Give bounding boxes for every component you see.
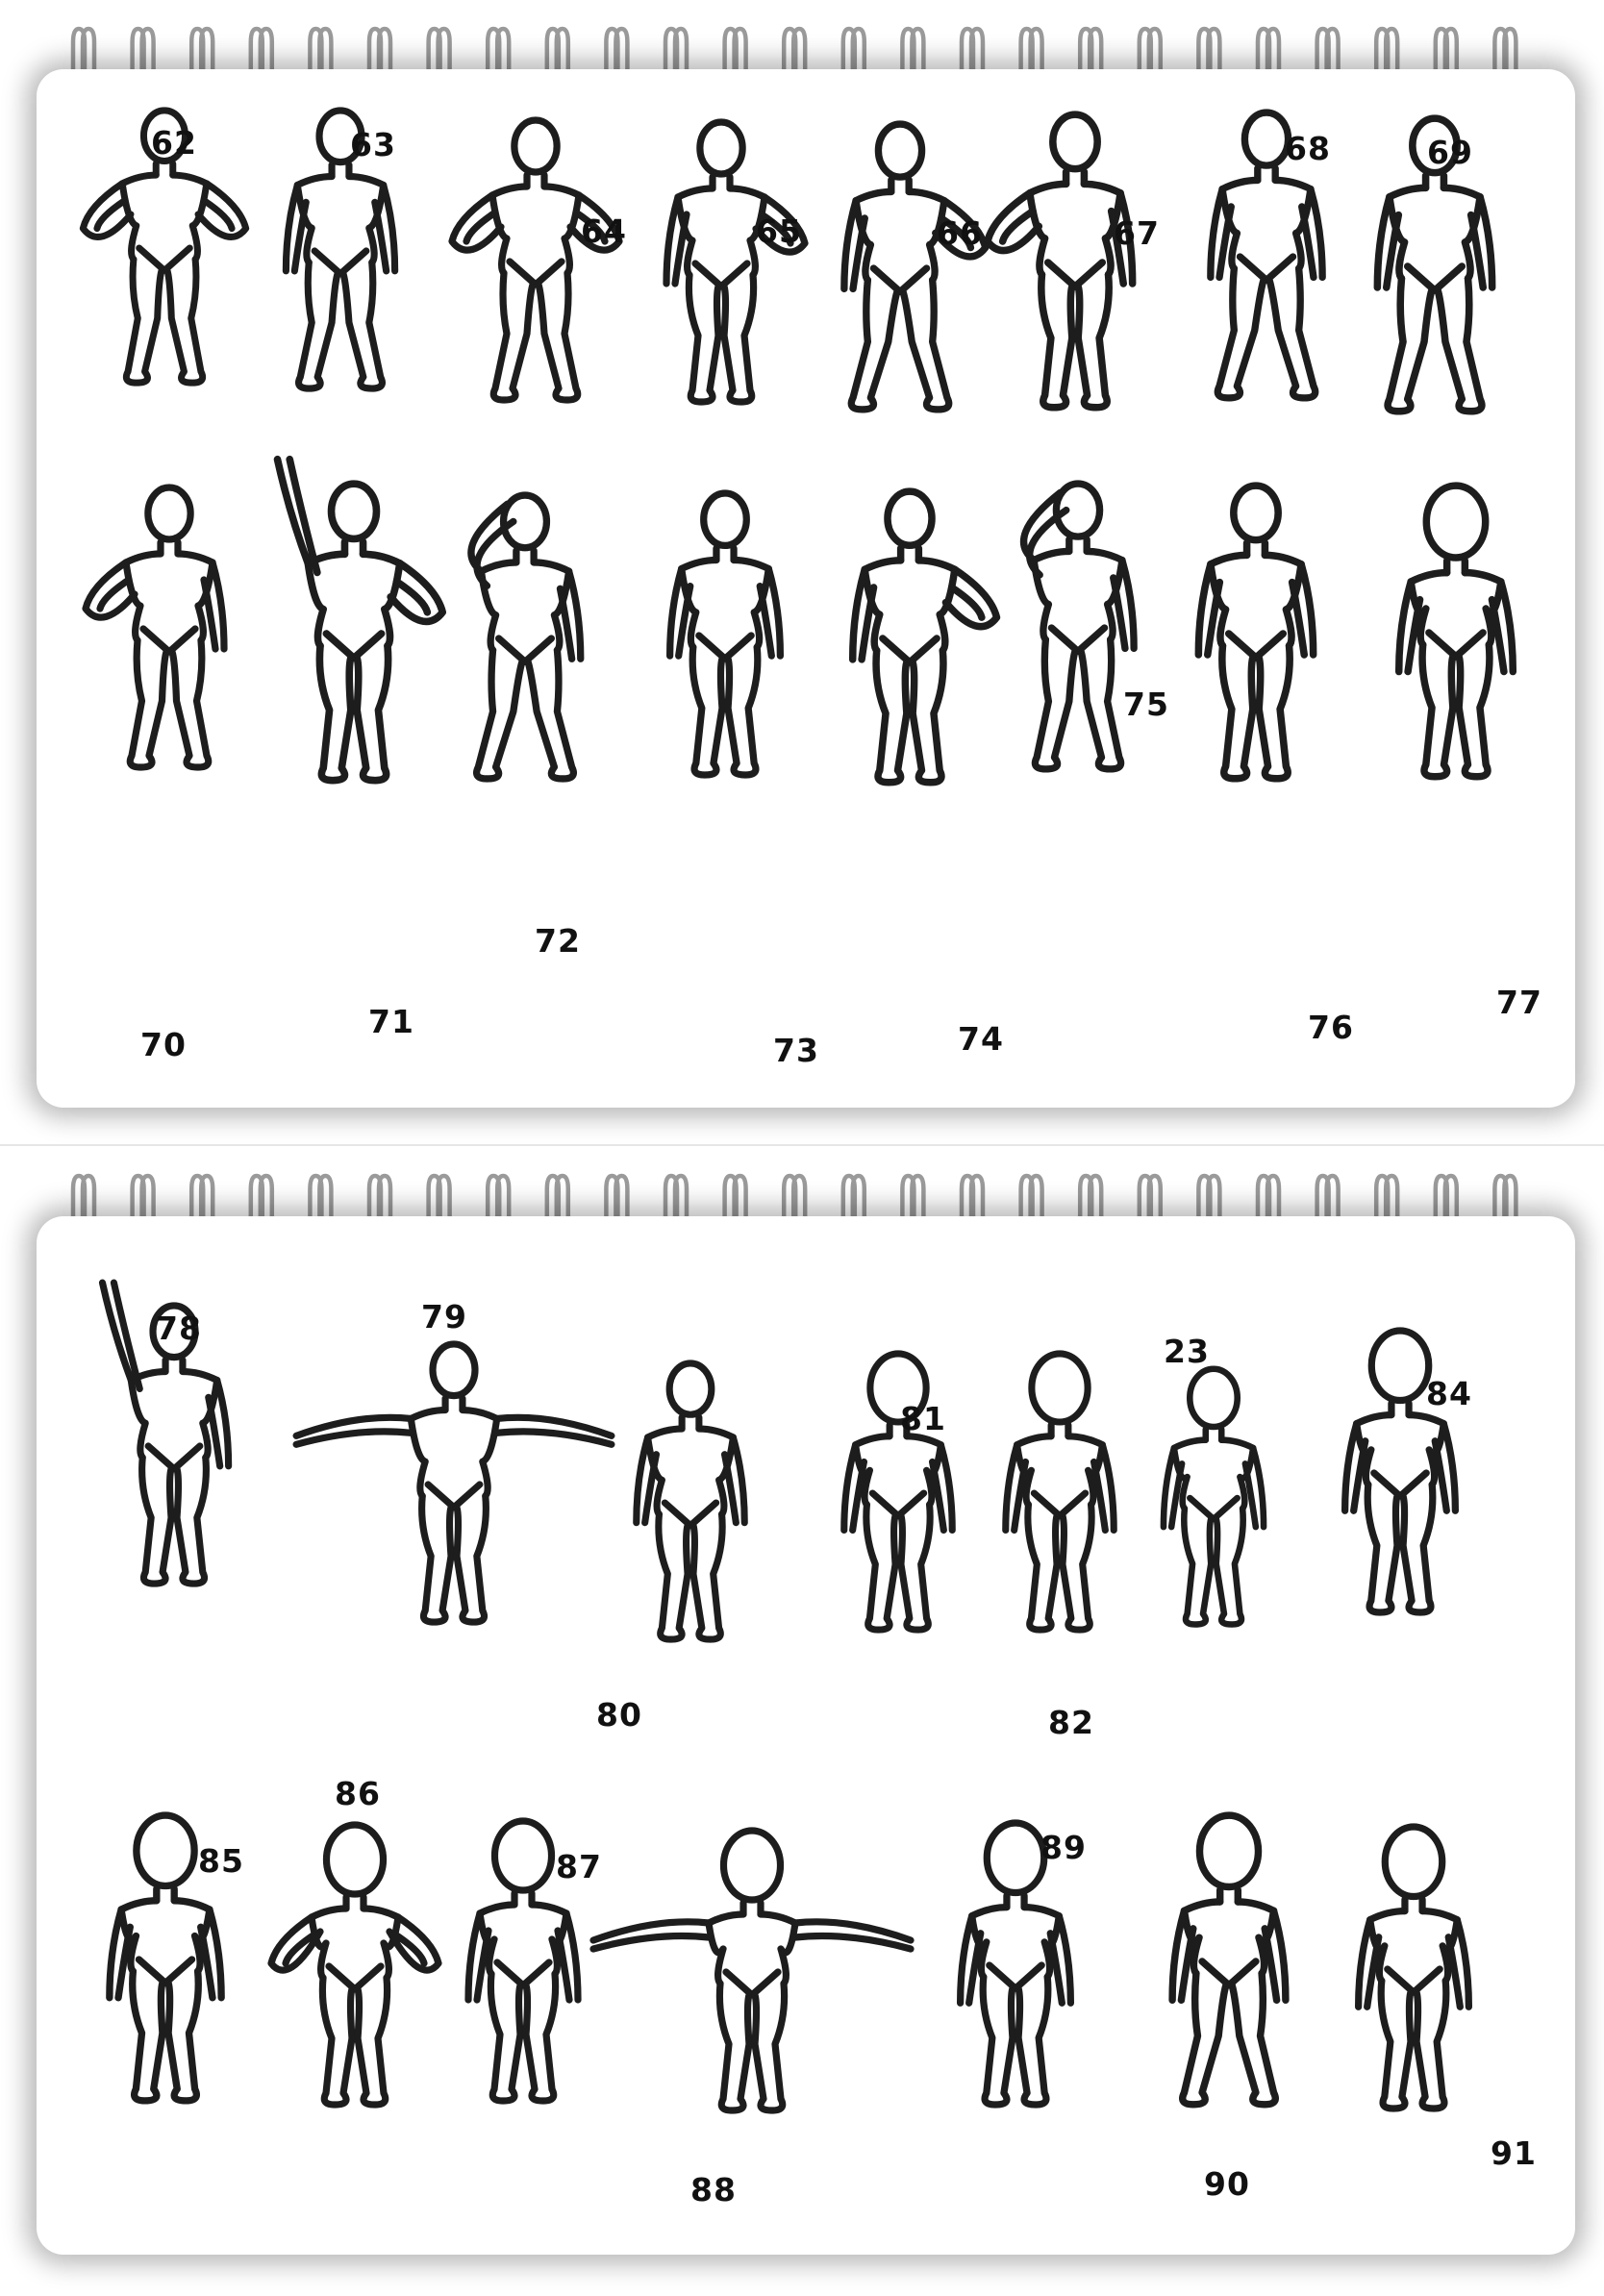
pose-label-67: 67	[1114, 214, 1160, 252]
pose-label-80: 80	[596, 1696, 642, 1734]
sketch-page-top	[37, 69, 1575, 1108]
figure-canvas-bottom	[37, 1216, 1575, 2255]
pose-label-69: 69	[1427, 134, 1473, 171]
figure-top-14	[1198, 486, 1313, 779]
pose-label-71: 71	[368, 1003, 414, 1040]
pose-label-64: 64	[581, 212, 627, 250]
pose-label-86: 86	[335, 1775, 381, 1812]
figure-top-3	[666, 122, 805, 402]
pose-label-76: 76	[1308, 1009, 1354, 1046]
pose-label-62: 62	[151, 124, 197, 162]
pose-label-65: 65	[756, 212, 802, 250]
figure-top-10	[471, 495, 581, 779]
pose-label-75: 75	[1123, 686, 1169, 723]
figure-canvas-top	[37, 69, 1575, 1108]
pose-label-73: 73	[773, 1032, 819, 1069]
pose-label-66: 66	[937, 214, 983, 252]
figure-top-9	[278, 460, 443, 781]
pose-label-82: 82	[1048, 1704, 1094, 1741]
pose-label-74: 74	[958, 1020, 1004, 1058]
figure-bottom-6	[1345, 1331, 1456, 1612]
pose-label-70: 70	[140, 1026, 187, 1063]
pose-label-63: 63	[350, 126, 396, 163]
pose-label-79: 79	[421, 1298, 467, 1335]
figure-bottom-8	[271, 1825, 439, 2105]
figure-bottom-3	[844, 1354, 952, 1630]
figure-top-15	[1399, 486, 1514, 777]
pose-label-72: 72	[535, 922, 581, 960]
figure-bottom-5	[1164, 1369, 1264, 1625]
figure-bottom-2	[637, 1363, 744, 1639]
figure-bottom-12	[1172, 1815, 1286, 2105]
pose-label-90: 90	[1204, 2165, 1250, 2203]
figure-top-2	[452, 120, 619, 400]
figure-top-4	[844, 124, 986, 410]
pose-label-68: 68	[1285, 130, 1331, 167]
pose-label-78: 78	[156, 1310, 202, 1347]
sketch-page-bottom	[37, 1216, 1575, 2255]
pose-label-84: 84	[1426, 1375, 1472, 1412]
figure-bottom-1	[296, 1344, 612, 1622]
pose-label-81: 81	[900, 1400, 946, 1437]
pose-label-85: 85	[198, 1842, 244, 1880]
pose-label-89: 89	[1040, 1829, 1087, 1866]
pose-label-87: 87	[556, 1848, 602, 1885]
pose-label-83: 23	[1164, 1333, 1210, 1370]
pose-label-88: 88	[690, 2171, 737, 2209]
figure-top-12	[853, 491, 997, 783]
page-divider	[0, 1144, 1604, 1146]
figure-bottom-13	[1359, 1827, 1469, 2109]
figure-top-13	[1024, 484, 1135, 769]
figure-bottom-10	[593, 1831, 911, 2110]
figure-top-5	[988, 114, 1133, 408]
figure-top-8	[86, 487, 224, 767]
figure-top-11	[670, 493, 781, 775]
figure-bottom-4	[1006, 1354, 1114, 1630]
pose-label-77: 77	[1496, 984, 1542, 1021]
pose-label-91: 91	[1491, 2134, 1537, 2172]
